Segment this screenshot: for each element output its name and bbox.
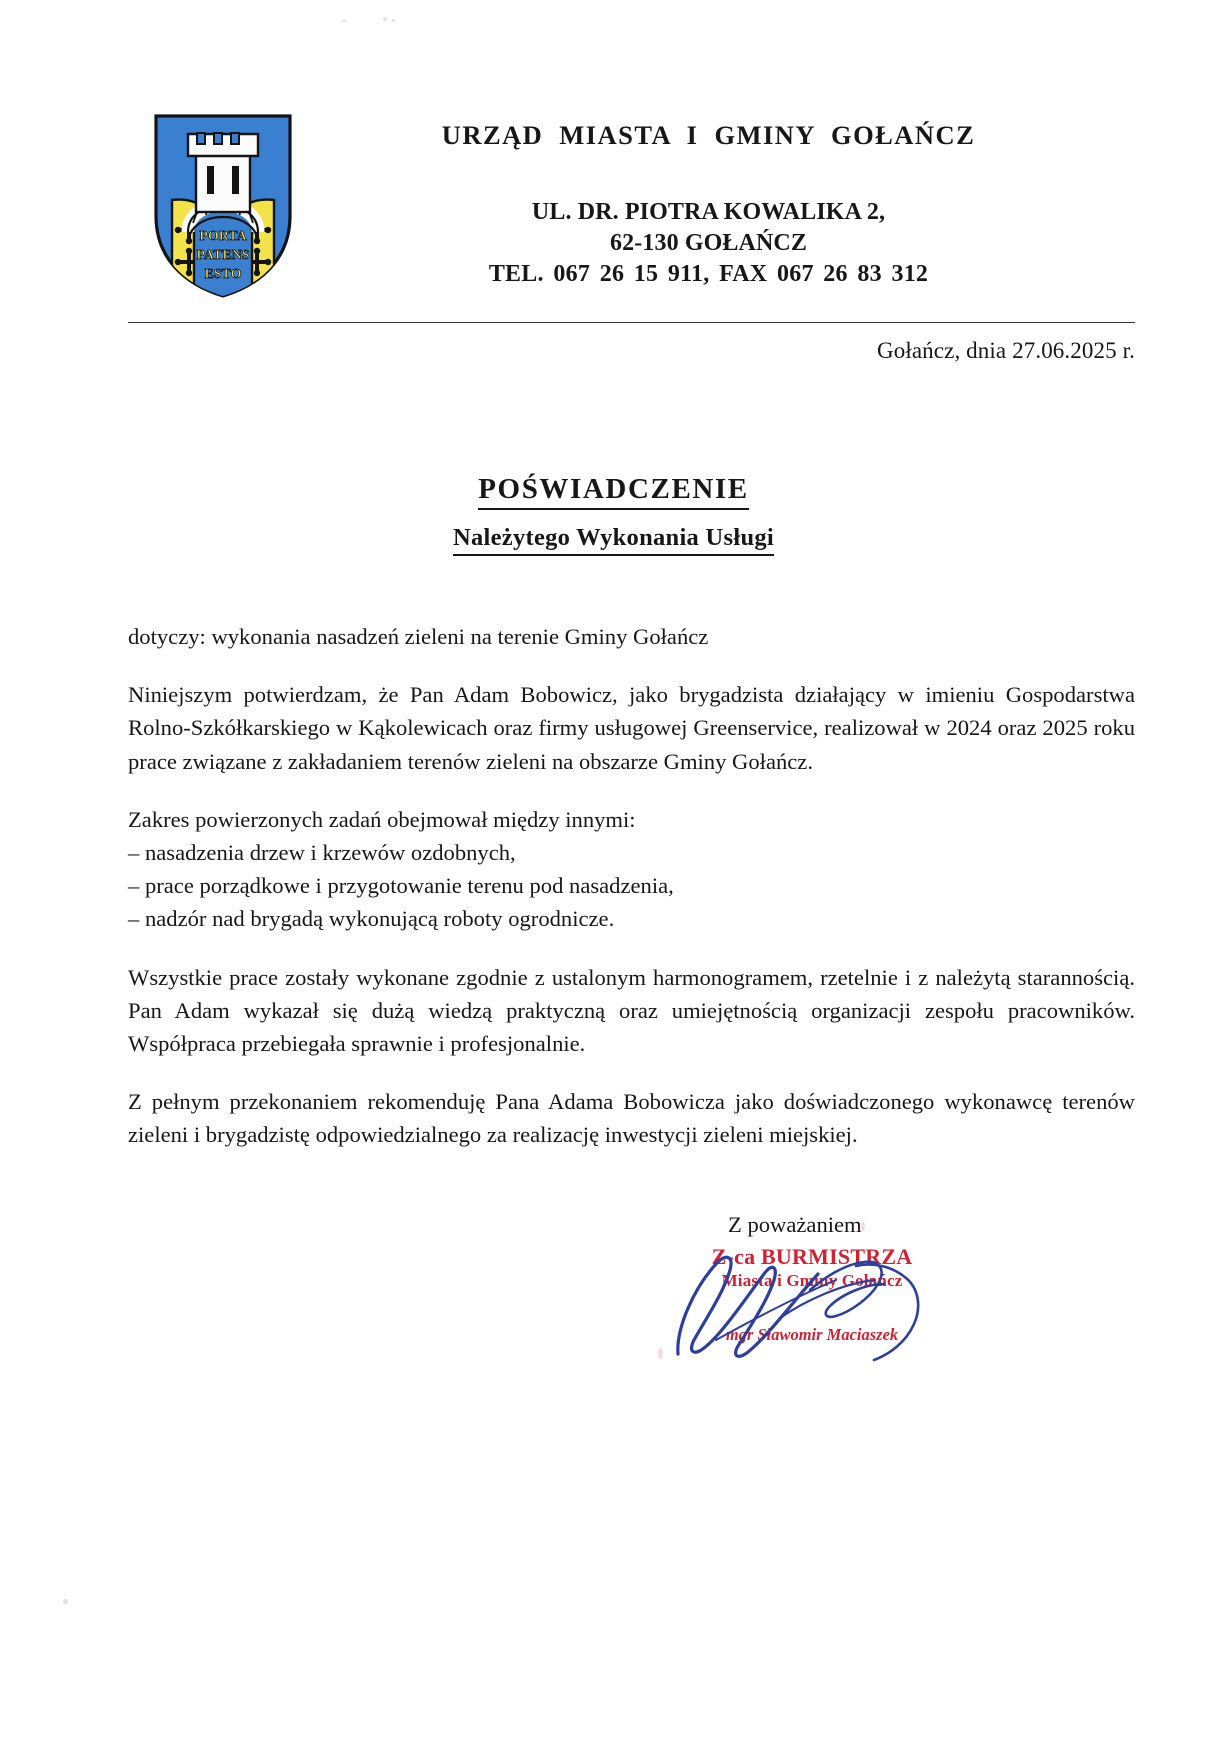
organization-address <box>330 197 1087 291</box>
scope-item: – prace porządkowe i przygotowanie terenu pod nasadzenia, <box>128 873 674 899</box>
scan-speck <box>383 17 387 21</box>
page-subtitle-text: Należytego Wykonania Usługi <box>453 524 774 556</box>
stamp-title: Z-ca BURMISTRZA <box>711 1244 913 1269</box>
stamp-signer-name: mgr Sławomir Maciaszek <box>725 1324 899 1344</box>
crest-motto-line2: PATENS <box>196 248 250 263</box>
stamp-jurisdiction: Miasta i Gminy Gołańcz <box>721 1270 903 1290</box>
header-divider <box>128 322 1135 323</box>
letterhead-text <box>330 104 1087 291</box>
scan-speck <box>63 1599 68 1604</box>
scan-speck <box>342 20 347 22</box>
crest-motto-line3: ESTO <box>204 267 242 282</box>
letterhead <box>0 104 1227 314</box>
page-title <box>0 473 1227 510</box>
contact-phone-fax: TEL. 067 26 15 911, FAX 067 26 83 312 <box>488 261 929 288</box>
crest-motto-line1: PORTA <box>199 229 247 244</box>
closing-regards: Z poważaniem <box>728 1212 862 1237</box>
organization-name: URZĄD MIASTA I GMINY GOŁAŃCZ <box>441 120 976 150</box>
scope-intro: Zakres powierzonych zadań obejmował między innymi: <box>128 806 636 832</box>
paragraph-quality: Wszystkie prace zostały wykonane zgodnie z ustalonym harmonogramem, rzetelnie i z należytą starannością. Pan Adam wykazał się dużą wiedzą praktyczną oraz umiejętnością organizacji zespołu pracowników. Współpraca przebiegała sprawnie i profesjonalnie. <box>128 964 1135 1057</box>
paragraph-confirmation: Niniejszym potwierdzam, że Pan Adam Bobowicz, jako brygadzista działający w imieniu Gospodarstwa Rolno-Szkółkarskiego w Kąkolewicach oraz firmy usługowej Greenservice, realizował w 2024 oraz 2025 roku prace związane z zakładaniem terenów zieleni na obszarze Gminy Gołańcz. <box>128 682 1135 774</box>
scan-speck <box>392 19 395 22</box>
page-title-text: POŚWIADCZENIE <box>478 473 749 510</box>
page-subtitle <box>0 524 1227 556</box>
paragraph-recommendation: Z pełnym przekonaniem rekomenduję Pana Adama Bobowicza jako doświadczonego wykonawcę terenów zieleni i brygadzistę odpowiedzialnego za realizację inwestycji zieleni miejskiej. <box>128 1089 1135 1148</box>
address-street: UL. DR. PIOTRA KOWALIKA 2, <box>531 199 886 225</box>
official-stamp <box>682 1244 942 1345</box>
scope-item: – nasadzenia drzew i krzewów ozdobnych, <box>128 840 516 866</box>
address-city: 62-130 GOŁAŃCZ <box>609 230 808 257</box>
scope-block <box>128 803 1135 936</box>
subject-line: dotyczy: wykonania nasadzeń zieleni na terenie Gminy Gołańcz <box>128 624 709 649</box>
coat-of-arms-shield-icon <box>150 112 296 300</box>
letter-body <box>128 620 1135 1177</box>
place-and-date: Gołańcz, dnia 27.06.2025 r. <box>877 338 1135 363</box>
scope-item: – nadzór nad brygadą wykonującą roboty ogrodnicze. <box>128 906 615 932</box>
closing-block <box>640 1212 1060 1402</box>
